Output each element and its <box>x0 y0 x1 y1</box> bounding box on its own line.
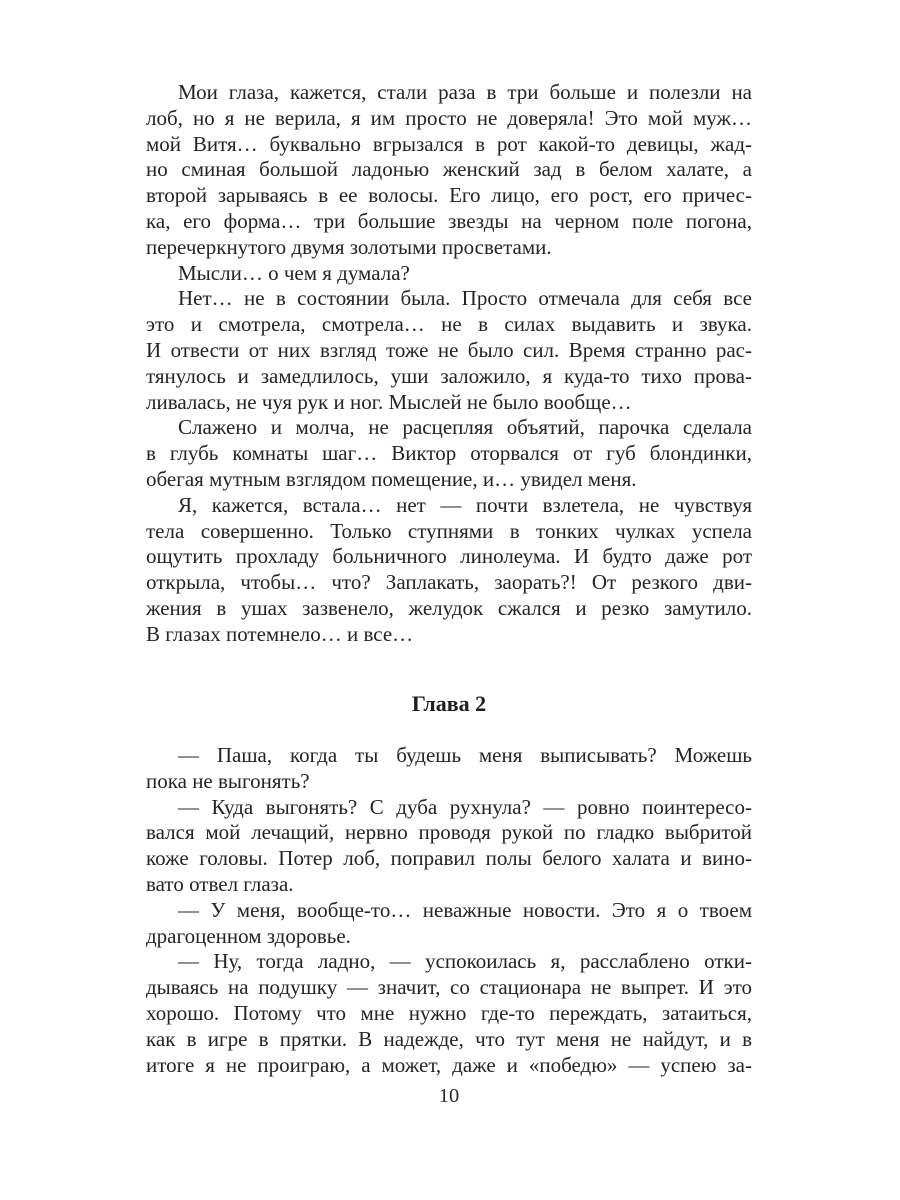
text-line: коже головы. Потер лоб, поправил полы белого халата и вино- <box>146 846 752 871</box>
text-line: дываясь на подушку — значит, со стационара не выпрет. И это <box>146 975 752 1000</box>
text-line: Мои глаза, кажется, стали раза в три больше и полезли на <box>178 80 752 104</box>
text-line: жения в ушах зазвенело, желудок сжался и резко замутило. <box>146 595 752 620</box>
page-number: 10 <box>438 1085 460 1107</box>
text-line: ливалась, не чуя рук и ног. Мыслей не было вообще… <box>146 389 632 414</box>
text-line: но сминая большой ладонью женский зад в белом халате, а <box>146 157 752 182</box>
paragraph <box>146 795 752 898</box>
paragraph <box>146 415 752 492</box>
text-line: второй зарываясь в ее волосы. Его лицо, его рост, его причес- <box>146 183 752 208</box>
text-line: — Куда выгонять? С дуба рухнула? — ровно поинтересо- <box>178 794 752 819</box>
text-line: как в игре в прятки. В надежде, что тут меня не найдут, и в <box>146 1026 752 1051</box>
text-line: мой Витя… буквально вгрызался в рот какой-то девицы, жад- <box>146 131 752 156</box>
text-line: пока не выгонять? <box>146 768 310 793</box>
text-line: Мысли… о чем я думала? <box>178 260 410 285</box>
text-section-before-heading <box>146 80 752 648</box>
paragraph <box>146 743 752 795</box>
text-line: тела совершенно. Только ступнями в тонких чулках успела <box>146 518 752 543</box>
text-line: лоб, но я не верила, я им просто не доверяла! Это мой муж… <box>146 105 752 130</box>
paragraph <box>146 949 752 1078</box>
text-line: хорошо. Потому что мне нужно где-то переждать, затаиться, <box>146 1000 752 1025</box>
text-section-after-heading <box>146 743 752 1078</box>
text-line: ка, его форма… три большие звезды на черном поле погона, <box>146 208 752 233</box>
text-line: итоге я не проиграю, а может, даже и «победю» — успею за- <box>146 1052 752 1077</box>
chapter-heading: Глава 2 <box>411 691 487 716</box>
text-line: вато отвел глаза. <box>146 871 294 896</box>
text-line: — Паша, когда ты будешь меня выписывать? Можешь <box>178 743 752 767</box>
text-line: тянулось и замедлилось, уши заложило, я куда-то тихо прова- <box>146 363 752 388</box>
text-line: обегая мутным взглядом помещение, и… увидел меня. <box>146 466 637 491</box>
text-line: Нет… не в состоянии была. Просто отмечала для себя все <box>178 286 752 311</box>
text-line: Слажено и молча, не расцепляя объятий, парочка сделала <box>178 415 752 440</box>
text-line: в глубь комнаты шаг… Виктор оторвался от губ блондинки, <box>146 441 752 466</box>
text-line: В глазах потемнело… и все… <box>146 621 414 646</box>
text-line: И отвести от них взгляд тоже не было сил. Время странно рас- <box>146 337 752 362</box>
text-line: открыла, чтобы… что? Заплакать, заорать?! От резкого дви- <box>146 570 752 595</box>
text-line: перечеркнутого двумя золотыми просветами. <box>146 234 552 259</box>
paragraph <box>146 898 752 950</box>
text-line: Я, кажется, встала… нет — почти взлетела, не чувствуя <box>178 492 752 517</box>
text-line: драгоценном здоровье. <box>146 923 351 948</box>
text-line: ощутить прохладу больничного линолеума. И будто даже рот <box>146 544 752 569</box>
text-line: — Ну, тогда ладно, — успокоилась я, расслаблено отки- <box>178 949 752 974</box>
paragraph <box>146 286 752 415</box>
paragraph <box>146 493 752 648</box>
paragraph <box>146 80 752 261</box>
text-line: это и смотрела, смотрела… не в силах выдавить и звука. <box>146 312 752 337</box>
text-line: вался мой лечащий, нервно проводя рукой по гладко выбритой <box>146 820 752 845</box>
paragraph <box>146 261 752 287</box>
text-line: — У меня, вообще-то… неважные новости. Это я о твоем <box>178 897 752 922</box>
